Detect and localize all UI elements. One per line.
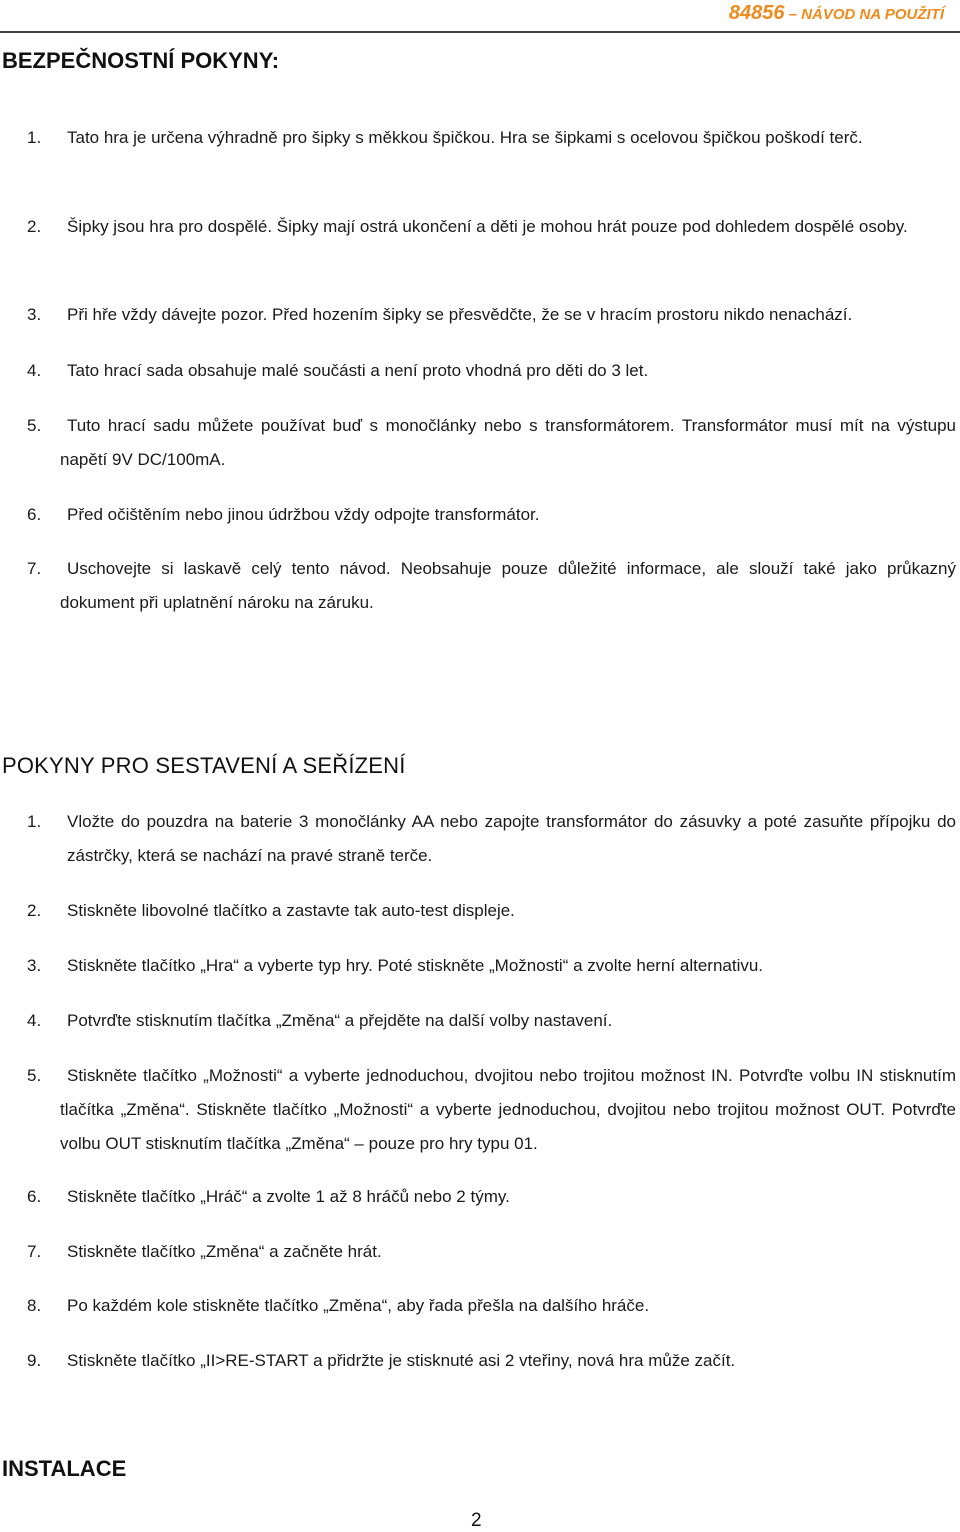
assembly-item-4 xyxy=(0,1004,960,1038)
safety-item-5 xyxy=(0,409,960,477)
list-text: Tuto hrací sadu můžete používat buď s monočlánky nebo s transformátorem. Transformátor musí mít na výstupu napětí 9V DC/100mA. xyxy=(60,416,956,469)
list-text: Vložte do pouzdra na baterie 3 monočlánky AA nebo zapojte transformátor do zásuvky a poté zasuňte přípojku do zástrčky, která se nachází na pravé straně terče. xyxy=(67,812,956,865)
assembly-item-3 xyxy=(0,949,960,983)
assembly-item-7 xyxy=(0,1235,960,1269)
list-text: Stiskněte tlačítko „Změna“ a začněte hrát. xyxy=(67,1242,382,1261)
safety-item-1 xyxy=(0,121,960,189)
list-number: 5. xyxy=(27,416,42,435)
document-header-title xyxy=(729,2,944,25)
list-text: Šipky jsou hra pro dospělé. Šipky mají ostrá ukončení a děti je mohou hrát pouze pod dohledem dospělé osoby. xyxy=(67,217,908,236)
list-number: 3. xyxy=(27,305,42,324)
list-number: 4. xyxy=(27,361,42,380)
installation-section-title: INSTALACE xyxy=(2,1456,127,1481)
list-number: 1. xyxy=(27,128,42,147)
safety-item-3 xyxy=(0,298,960,332)
safety-item-4 xyxy=(0,354,960,388)
list-text: Tato hra je určena výhradně pro šipky s měkkou špičkou. Hra se šipkami s ocelovou špičkou poškodí terč. xyxy=(67,128,863,147)
list-number: 7. xyxy=(27,559,42,578)
page-header xyxy=(0,0,960,36)
assembly-item-9 xyxy=(0,1344,960,1378)
assembly-item-2 xyxy=(0,894,960,928)
safety-item-6 xyxy=(0,498,960,532)
list-number: 3. xyxy=(27,956,42,975)
list-text: Stiskněte tlačítko „Hra“ a vyberte typ hry. Poté stiskněte „Možnosti“ a zvolte herní alternativu. xyxy=(67,956,764,975)
list-text: Před očištěním nebo jinou údržbou vždy odpojte transformátor. xyxy=(67,505,540,524)
list-text: Stiskněte tlačítko „II>RE-START a přidržte je stisknuté asi 2 vteřiny, nová hra může začít. xyxy=(67,1351,736,1370)
list-number: 9. xyxy=(27,1351,42,1370)
list-number: 8. xyxy=(27,1296,42,1315)
assembly-item-6 xyxy=(0,1180,960,1214)
list-text: Tato hrací sada obsahuje malé součásti a není proto vhodná pro děti do 3 let. xyxy=(67,361,649,380)
header-dash: – xyxy=(784,6,798,23)
list-number: 4. xyxy=(27,1011,42,1030)
list-number: 6. xyxy=(27,1187,42,1206)
list-text: Uschovejte si laskavě celý tento návod. Neobsahuje pouze důležité informace, ale slouží také jako průkazný dokument při uplatnění nároku na záruku. xyxy=(60,559,956,612)
list-text: Stiskněte tlačítko „Hráč“ a zvolte 1 až 8 hráčů nebo 2 týmy. xyxy=(67,1187,510,1206)
header-divider xyxy=(0,31,960,33)
list-number: 2. xyxy=(27,217,42,236)
page-number: 2 xyxy=(471,1510,482,1531)
product-code: 84856 xyxy=(728,2,785,24)
assembly-item-8 xyxy=(0,1289,960,1323)
list-number: 5. xyxy=(27,1066,42,1085)
list-text: Stiskněte libovolné tlačítko a zastavte tak auto-test displeje. xyxy=(67,901,515,920)
safety-item-2 xyxy=(0,210,960,278)
list-text: Při hře vždy dávejte pozor. Před hozením šipky se přesvědčte, že se v hracím prostoru nikdo nenachází. xyxy=(67,305,853,324)
safety-item-7 xyxy=(0,552,960,620)
list-number: 2. xyxy=(27,901,42,920)
assembly-item-1 xyxy=(0,805,960,873)
list-number: 1. xyxy=(27,812,42,831)
assembly-section-title: POKYNY PRO SESTAVENÍ A SEŘÍZENÍ xyxy=(2,753,406,778)
list-text: Po každém kole stiskněte tlačítko „Změna“, aby řada přešla na dalšího hráče. xyxy=(67,1296,650,1315)
list-number: 6. xyxy=(27,505,42,524)
safety-section-title: BEZPEČNOSTNÍ POKYNY: xyxy=(2,48,280,73)
header-title: NÁVOD NA POUŽITÍ xyxy=(801,6,944,23)
list-text: Stiskněte tlačítko „Možnosti“ a vyberte jednoduchou, dvojitou nebo trojitou možnost IN. Potvrďte volbu IN stisknutím tlačítka „Změna“. Stiskněte tlačítko „Možnosti“ a vyberte jednoduchou, dvojitou nebo trojitou možnost OUT. Potvrďte volbu OUT stisknutím tlačítka „Změna“ – pouze pro hry typu 01. xyxy=(60,1066,956,1153)
assembly-item-5 xyxy=(0,1059,960,1161)
list-text: Potvrďte stisknutím tlačítka „Změna“ a přejděte na další volby nastavení. xyxy=(67,1011,613,1030)
list-number: 7. xyxy=(27,1242,42,1261)
